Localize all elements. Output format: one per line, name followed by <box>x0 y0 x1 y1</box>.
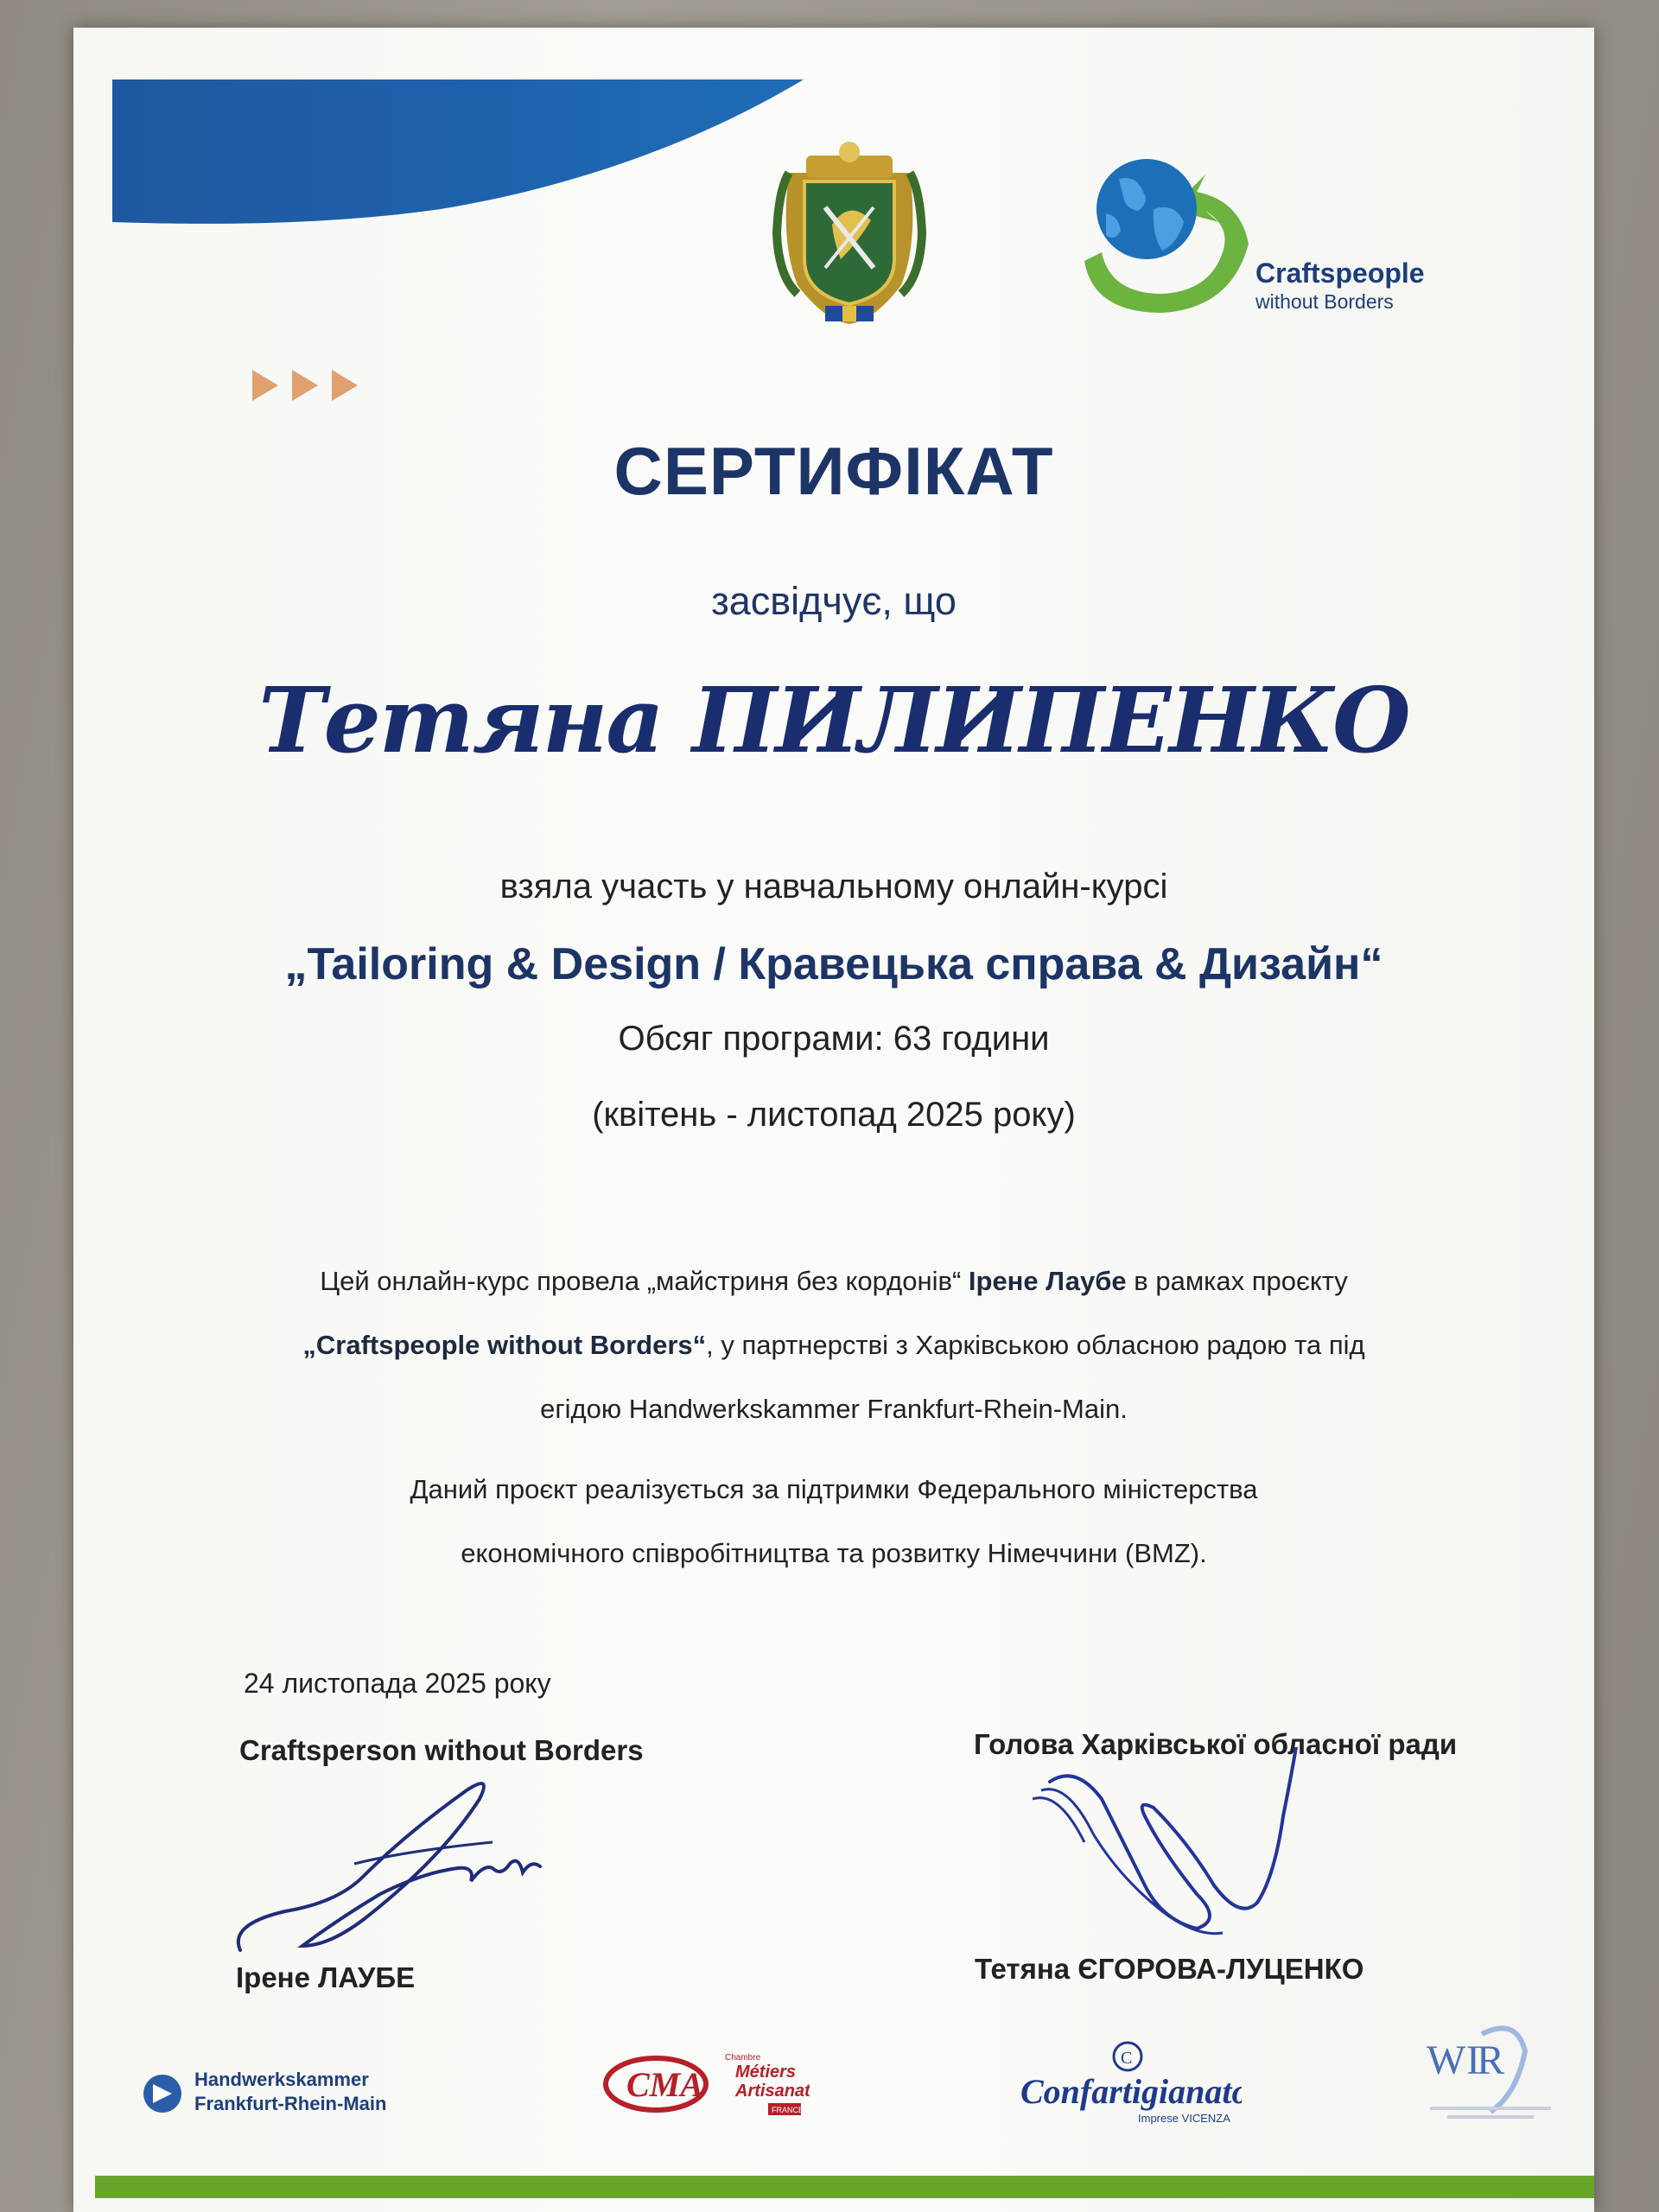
craftspeople-logo-line2: without Borders <box>1255 290 1394 313</box>
craftspeople-logo <box>1067 149 1447 321</box>
left-signature <box>233 1773 596 1963</box>
arrows-icon <box>252 366 365 404</box>
description-line: „Craftspeople without Borders“, у партнерстві з Харківською обласною радою та під <box>302 1330 1365 1360</box>
description-paragraph-1 <box>73 1249 1594 1441</box>
svg-text:CMA: CMA <box>626 2065 703 2104</box>
description-line: економічного співробітництва та розвитку Німеччини (BMZ). <box>461 1538 1207 1568</box>
issue-date: 24 листопада 2025 року <box>244 1668 551 1699</box>
hwk-logo <box>141 2067 400 2119</box>
course-name: „Tailoring & Design / Кравецька справа & Дизайн“ <box>284 939 1383 989</box>
svg-text:W: W <box>1427 2037 1466 2083</box>
left-signatory-org: Craftsperson without Borders <box>239 1734 644 1766</box>
participation-text: взяла участь у навчальному онлайн-курсі <box>499 868 1168 906</box>
cma-chambre-label: Chambre <box>725 2053 761 2063</box>
hwk-logo-line2: Frankfurt-Rhein-Main <box>194 2093 387 2114</box>
confartigianato-sub: Imprese VICENZA <box>1138 2112 1230 2125</box>
confartigianato-logo <box>1017 2037 1242 2133</box>
craftspeople-logo-line1: Craftspeople <box>1255 257 1425 289</box>
confartigianato-name: Confartigianato <box>1020 2072 1242 2111</box>
wir-logo <box>1421 2017 1560 2138</box>
recipient-name: Тетяна ПИЛИПЕНКО <box>258 667 1409 773</box>
description-paragraph-2 <box>73 1458 1594 1586</box>
cma-metiers-label: Métiers <box>735 2063 797 2082</box>
svg-text:I: I <box>1466 2037 1480 2083</box>
certificate-paper <box>73 28 1594 2212</box>
description-line: Даний проєкт реалізується за підтримки Федерального міністерства <box>410 1474 1258 1504</box>
certifies-text: засвідчує, що <box>711 579 957 623</box>
right-signatory-name: Тетяна ЄГОРОВА-ЛУЦЕНКО <box>975 1953 1364 1985</box>
green-footer-bar <box>95 2176 1594 2198</box>
description-line: Цей онлайн-курс провела „майстриня без кордонів“ Ірене Лаубе в рамках проєкту <box>320 1266 1348 1296</box>
program-volume: Обсяг програми: 63 години <box>618 1020 1050 1058</box>
course-period: (квітень - листопад 2025 року) <box>592 1096 1076 1134</box>
cma-artisanat-label: Artisanat <box>735 2082 810 2101</box>
cma-logo <box>602 2044 810 2124</box>
svg-text:R: R <box>1477 2037 1505 2083</box>
left-signatory-name: Ірене ЛАУБЕ <box>236 1961 416 1993</box>
right-signature <box>1024 1747 1335 1972</box>
certificate-title: СЕРТИФІКАТ <box>613 433 1054 509</box>
description-line: егідою Handwerkskammer Frankfurt-Rhein-Main. <box>540 1394 1128 1424</box>
svg-text:C: C <box>1121 2049 1133 2068</box>
right-signatory-org: Голова Харківської обласної ради <box>974 1728 1458 1760</box>
hwk-logo-line1: Handwerkskammer <box>194 2069 369 2090</box>
blue-header-band <box>112 79 804 226</box>
hwk-emblem-icon <box>141 2072 184 2115</box>
cma-france-label: FRANCE <box>772 2106 804 2114</box>
kharkiv-coat-of-arms <box>772 138 927 328</box>
